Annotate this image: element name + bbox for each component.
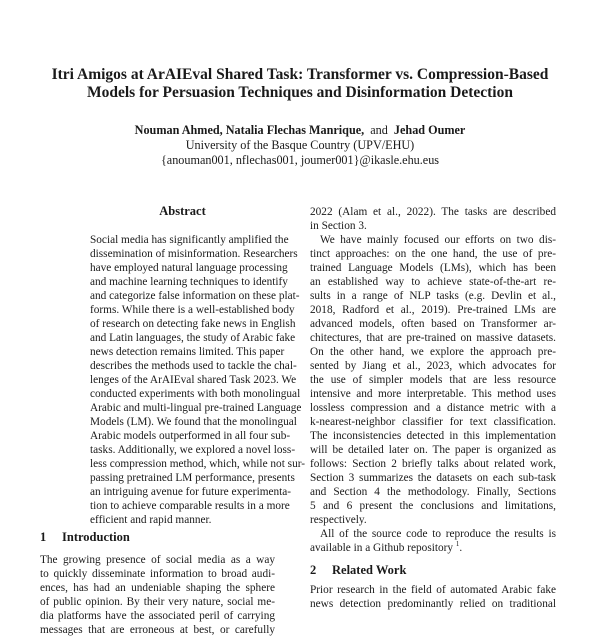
body-line: the use of simpler models that are less resource [310, 374, 556, 386]
abstract-line: and machine learning techniques to identify [90, 276, 288, 288]
abstract-line: and categorize false information on these plat- [90, 290, 300, 302]
abstract-line: Models (LM). We found that the monolingual [90, 416, 297, 428]
body-line: The inconsistencies detected in this implementation [310, 430, 556, 442]
abstract-line: Arabic and multi-lingual pre-trained Language [90, 402, 302, 414]
affiliation: University of the Basque Country (UPV/EHU) [185, 138, 415, 152]
abstract-line: and Latin languages, the study of Arabic fake [90, 332, 296, 344]
author-names-2: Jehad Oumer [393, 123, 466, 137]
body-line: chitectures, that are pre-trained on massive datasets. [310, 332, 556, 344]
body-line: On the other hand, we explore the approach pre- [310, 346, 556, 358]
abstract-line: an intriguing avenue for future experimenta- [90, 486, 292, 498]
body-line: news detection predominantly relied on traditional [310, 598, 556, 610]
body-line: trained Language Models (LMs), which has been [310, 262, 556, 274]
abstract-line: less compression method, which, while not sur- [90, 458, 306, 470]
body-line-with-footnote [310, 541, 556, 555]
intro-line: to quickly disseminate information to broad audi- [40, 568, 275, 580]
abstract-line: conducted experiments with both monolingual [90, 388, 301, 400]
abstract-line: dissemination of misinformation. Researchers [90, 248, 298, 260]
body-line: We have mainly focused our efforts on two dis- [320, 234, 556, 246]
abstract-heading: Abstract [159, 204, 206, 218]
body-line: k-nearest-neighbor classifier for text classification. [310, 416, 556, 428]
sentence-end: . [459, 542, 463, 554]
intro-line: of public opinion. By their very nature, social me- [40, 596, 275, 608]
body-line: in Section 3. [310, 220, 367, 232]
abstract-line: tasks. Additionally, we explored a novel loss- [90, 444, 296, 456]
intro-line: ences, has had an undeniable shaping the sphere [40, 582, 275, 594]
author-names-1: Nouman Ahmed, Natalia Flechas Manrique, [134, 123, 365, 137]
abstract-line: have employed natural language processing [90, 262, 288, 274]
abstract-line: tion to achieve comparable results in a more [90, 500, 290, 512]
body-line: intensive and more interpretable. This method uses [310, 388, 556, 400]
section-title: Related Work [332, 563, 407, 577]
body-line-text: available in a Github repository [310, 542, 454, 554]
body-line: follows: Section 2 briefly talks about related work, [310, 458, 556, 470]
body-line: 5 and 6 present the conclusions and limitations, [310, 500, 556, 512]
body-line: All of the source code to reproduce the results is [320, 528, 556, 540]
author-conjunction: and [370, 123, 388, 137]
section-heading-related-work [310, 563, 406, 578]
abstract-line: efficient and rapid manner. [90, 514, 212, 526]
paper-title-line-2: Models for Persuasion Techniques and Disinformation Detection [87, 84, 513, 101]
intro-line: The growing presence of social media as a way [40, 554, 275, 566]
body-line: lossless compression and a distance metric with a [310, 402, 556, 414]
body-line: advanced models, often based on Transformer ar- [310, 318, 556, 330]
body-line: sented by Jiang et al., 2023, which advocates for [310, 360, 556, 372]
body-line: tinct approaches: on the one hand, the use of pre- [310, 248, 556, 260]
abstract-line: passing pretrained LM performance, presents [90, 472, 295, 484]
section-heading-introduction [40, 530, 130, 545]
abstract-line: Arabic models outperformed in all four sub- [90, 430, 291, 442]
intro-line: dia platforms have the associated peril of carrying [40, 610, 275, 622]
body-line: will be detailed later on. The paper is organized as [310, 444, 556, 456]
section-number: 2 [310, 563, 317, 577]
body-line: Prior research in the field of automated Arabic fake [310, 584, 556, 596]
body-line: an established way to achieve state-of-the-art re- [310, 276, 556, 288]
abstract-line: news detection remains limited. This paper [90, 346, 285, 358]
author-list [0, 123, 600, 138]
body-line: Section 3 summarizes the datasets on each sub-task [310, 472, 556, 484]
abstract-line: lenges of the ArAIEval shared Task 2023. We [90, 374, 297, 386]
body-line: and Section 4 the methodology. Finally, Sections [310, 486, 556, 498]
abstract-line: describes the methods used to tackle the chal- [90, 360, 297, 372]
abstract-line: forms. While there is a well-established body [90, 304, 295, 316]
body-line: sults in a range of NLP tasks (e.g. Devlin et al., [310, 290, 556, 302]
body-line: 2018, Radford et al., 2019). Pre-trained LMs are [310, 304, 556, 316]
section-number: 1 [40, 530, 47, 544]
abstract-line: of research on detecting fake news in English [90, 318, 296, 330]
body-line: 2022 (Alam et al., 2022). The tasks are described [310, 206, 556, 218]
body-line: respectively. [310, 514, 367, 526]
abstract-line: Social media has significantly amplified the [90, 234, 289, 246]
section-title: Introduction [62, 530, 130, 544]
author-emails: {anouman001, nflechas001, joumer001}@ikasle.ehu.eus [160, 153, 440, 167]
footnote-marker[interactable]: 1 [455, 540, 460, 549]
intro-line: messages that are erroneous at best, or carefully [40, 624, 275, 636]
paper-title-line-1: Itri Amigos at ArAIEval Shared Task: Transformer vs. Compression-Based [51, 66, 549, 83]
